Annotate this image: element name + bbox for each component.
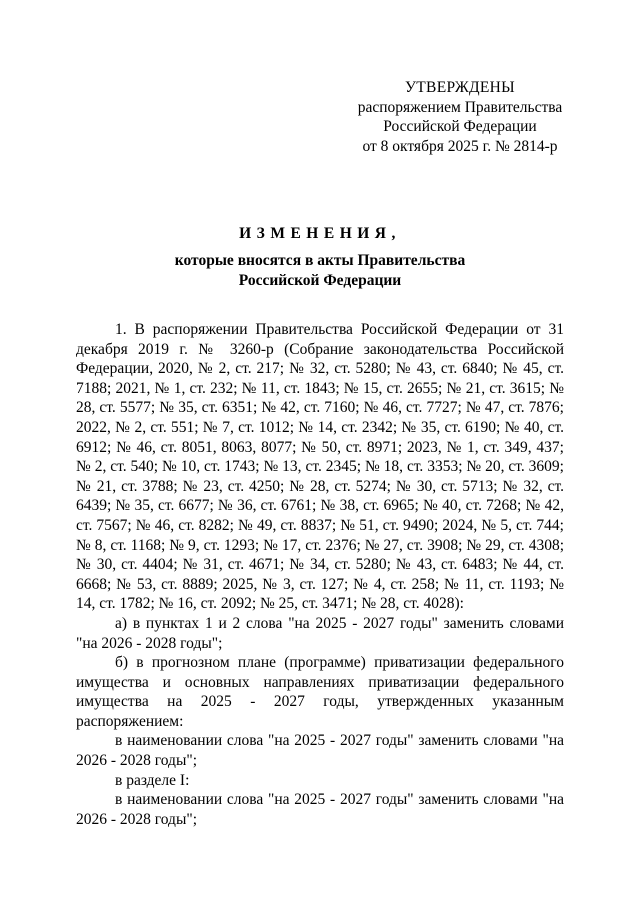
approval-line-3: от 8 октября 2025 г. № 2814-р	[362, 137, 558, 155]
subtitle-line-1: которые вносятся в акты Правительства	[174, 252, 466, 269]
document-title: ИЗМЕНЕНИЯ,	[239, 225, 401, 242]
document-body	[76, 320, 564, 829]
paragraph-6: в наименовании слова "на 2025 - 2027 годы" заменить словами "на 2026 - 2028 годы";	[76, 791, 564, 828]
subtitle-line-2: Российской Федерации	[238, 271, 402, 289]
paragraph-1: 1. В распоряжении Правительства Российской Федерации от 31 декабря 2019 г. № 3260-р (Собрание законодательства Российской Федерации, 2020, № 2, ст. 217; № 32, ст. 5280; № 43, ст. 6840; № 45, ст. 7188; 2021, № 1, ст. 232; № 11, ст. 1843; № 15, ст. 2655; № 21, ст. 3615; № 28, ст. 5577; № 35, ст. 6351; № 42, ст. 7160; № 46, ст. 7727; № 47, ст. 7876; 2022, № 2, ст. 551; № 7, ст. 1012; № 14, ст. 2342; № 35, ст. 6190; № 40, ст. 6912; № 46, ст. 8051, 8063, 8077; № 50, ст. 8971; 2023, № 1, ст. 349, 437; № 2, ст. 540; № 10, ст. 1743; № 13, ст. 2345; № 18, ст. 3353; № 20, ст. 3609; № 21, ст. 3788; № 23, ст. 4250; № 28, ст. 5274; № 30, ст. 5713; № 32, ст. 6439; № 35, ст. 6677; № 36, ст. 6761; № 38, ст. 6965; № 40, ст. 7268; № 42, ст. 7567; № 46, ст. 8282; № 49, ст. 8837; № 51, ст. 9490; 2024, № 5, ст. 744; № 8, ст. 1168; № 9, ст. 1293; № 17, ст. 2376; № 27, ст. 3908; № 29, ст. 4308; № 30, ст. 4404; № 31, ст. 4671; № 34, ст. 5280; № 43, ст. 6483; № 44, ст. 6668; № 53, ст. 8889; 2025, № 3, ст. 127; № 4, ст. 258; № 11, ст. 1193; № 14, ст. 1782; № 16, ст. 2092; № 25, ст. 3471; № 28, ст. 4028):	[76, 321, 564, 613]
document-subtitle	[0, 251, 640, 290]
paragraph-2: а) в пунктах 1 и 2 слова "на 2025 - 2027 годы" заменить словами "на 2026 - 2028 годы";	[76, 614, 564, 652]
approval-stamp	[340, 78, 580, 156]
paragraph-3: б) в прогнозном плане (программе) приватизации федерального имущества и основных направлениях приватизации федерального имущества на 2025 - 2027 годы, утвержденных указанным распоряжением:	[76, 654, 564, 730]
paragraph-5: в разделе I:	[115, 771, 190, 789]
approval-heading: УТВЕРЖДЕНЫ	[405, 79, 515, 96]
approval-line-2: Российской Федерации	[383, 118, 537, 135]
paragraph-4: в наименовании слова "на 2025 - 2027 годы" заменить словами "на 2026 - 2028 годы";	[76, 732, 564, 770]
approval-line-1: распоряжением Правительства	[357, 98, 563, 116]
